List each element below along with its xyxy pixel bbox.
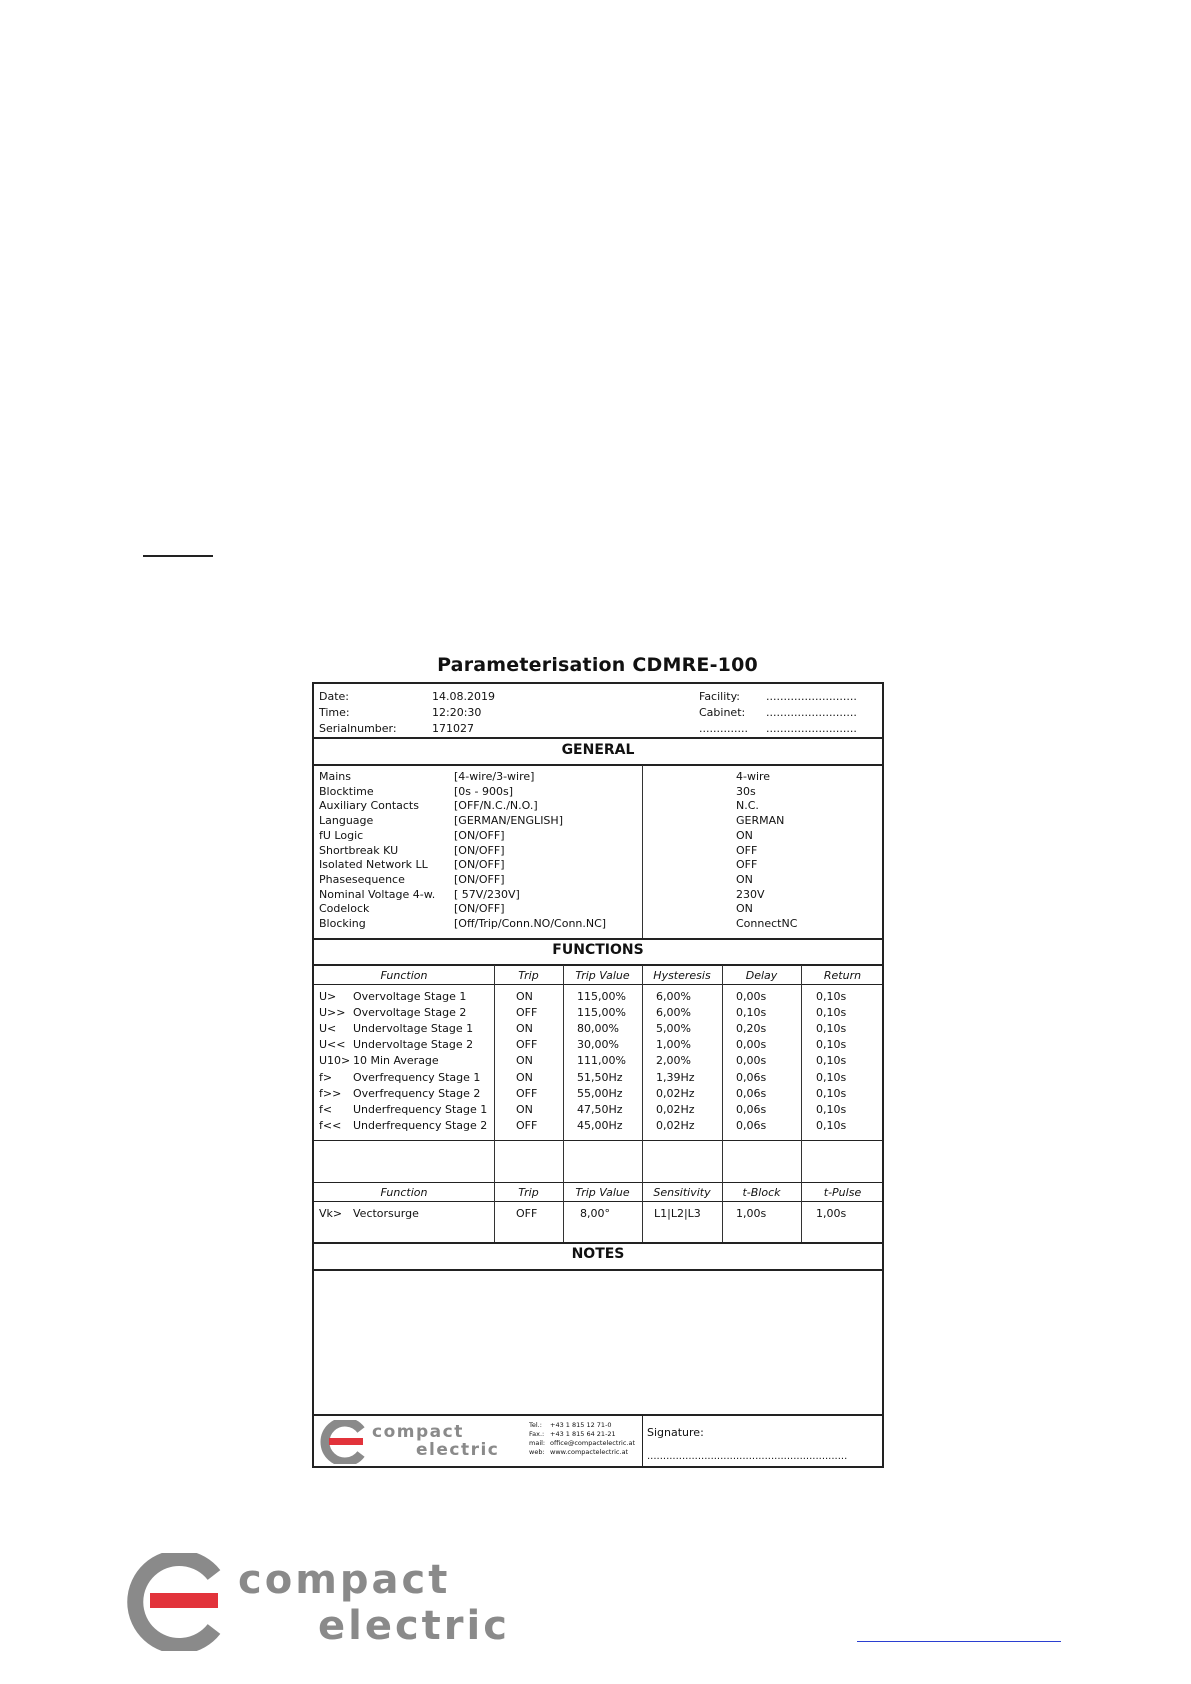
general-options: [ON/OFF] bbox=[454, 872, 505, 886]
vector-trip-value: 8,00° bbox=[580, 1207, 610, 1220]
extra-label: .............. bbox=[699, 722, 748, 735]
divider bbox=[314, 984, 882, 985]
general-name: Phasesequence bbox=[319, 872, 405, 886]
col2-function: Function bbox=[380, 1186, 428, 1199]
parameterisation-form bbox=[312, 682, 884, 1468]
general-options: [ 57V/230V] bbox=[454, 887, 520, 901]
function-trip: OFF bbox=[516, 1118, 538, 1132]
divider bbox=[314, 938, 882, 940]
date-value: 14.08.2019 bbox=[432, 690, 495, 703]
general-value: ON bbox=[736, 872, 753, 886]
serial-value: 171027 bbox=[432, 722, 474, 735]
general-options: [ON/OFF] bbox=[454, 828, 505, 842]
divider bbox=[314, 1414, 882, 1416]
function-trip-value: 55,00Hz bbox=[577, 1086, 623, 1100]
page-logo-word-compact: compact bbox=[238, 1557, 451, 1603]
function-name: Underfrequency Stage 2 bbox=[353, 1118, 488, 1132]
col-divider bbox=[494, 965, 495, 1243]
function-trip: ON bbox=[516, 1070, 533, 1084]
function-code: U< bbox=[319, 1022, 337, 1036]
col-function: Function bbox=[380, 969, 428, 982]
general-name: Nominal Voltage 4-w. bbox=[319, 887, 436, 901]
date-label: Date: bbox=[319, 690, 349, 703]
general-value: ON bbox=[736, 828, 753, 842]
cabinet-label: Cabinet: bbox=[699, 706, 746, 719]
function-code: U>> bbox=[319, 1006, 346, 1020]
vector-t-block: 1,00s bbox=[736, 1207, 767, 1220]
function-hysteresis: 1,39Hz bbox=[656, 1070, 695, 1084]
general-name: Blocktime bbox=[319, 784, 374, 798]
function-trip-value: 111,00% bbox=[577, 1054, 626, 1068]
function-delay: 0,06s bbox=[736, 1102, 767, 1116]
serial-label: Serialnumber: bbox=[319, 722, 397, 735]
function-delay: 0,06s bbox=[736, 1118, 767, 1132]
time-label: Time: bbox=[319, 706, 350, 719]
general-value: 4-wire bbox=[736, 770, 771, 783]
general-options: [ON/OFF] bbox=[454, 858, 505, 872]
function-name: Undervoltage Stage 1 bbox=[353, 1022, 474, 1036]
col2-trip: Trip bbox=[518, 1186, 539, 1199]
function-trip: ON bbox=[516, 1102, 533, 1116]
cabinet-value: .......................... bbox=[766, 706, 857, 719]
function-code: f<< bbox=[319, 1118, 342, 1132]
company-logo-icon bbox=[317, 1420, 369, 1464]
vector-code: Vk> bbox=[319, 1207, 343, 1220]
col-divider bbox=[722, 965, 723, 1243]
heading-underline bbox=[143, 555, 213, 557]
divider bbox=[314, 764, 882, 766]
function-return: 0,10s bbox=[816, 1038, 847, 1052]
general-divider bbox=[642, 765, 643, 939]
page-logo-word-electric: electric bbox=[318, 1603, 510, 1649]
function-return: 0,10s bbox=[816, 1070, 847, 1084]
general-options: [ON/OFF] bbox=[454, 902, 505, 916]
general-value: 230V bbox=[736, 887, 765, 901]
facility-value: .......................... bbox=[766, 690, 857, 703]
col-return: Return bbox=[823, 969, 862, 982]
function-name: Overvoltage Stage 2 bbox=[353, 1006, 467, 1020]
col-hysteresis: Hysteresis bbox=[653, 969, 711, 982]
function-return: 0,10s bbox=[816, 1022, 847, 1036]
function-trip: ON bbox=[516, 990, 533, 1003]
general-value: ConnectNC bbox=[736, 917, 798, 930]
time-value: 12:20:30 bbox=[432, 706, 482, 719]
col2-t-block: t-Block bbox=[742, 1186, 781, 1199]
function-name: Overfrequency Stage 2 bbox=[353, 1086, 481, 1100]
function-code: f< bbox=[319, 1102, 333, 1116]
general-options: [0s - 900s] bbox=[454, 784, 514, 798]
function-name: 10 Min Average bbox=[353, 1054, 439, 1068]
logo-word-electric: electric bbox=[416, 1440, 500, 1460]
page-logo bbox=[126, 1553, 546, 1653]
function-delay: 0,10s bbox=[736, 1006, 767, 1020]
contact-value: office@compactelectric.at bbox=[550, 1439, 636, 1447]
function-delay: 0,20s bbox=[736, 1022, 767, 1036]
divider bbox=[314, 737, 882, 739]
notes-heading: NOTES bbox=[571, 1246, 625, 1262]
function-delay: 0,00s bbox=[736, 990, 767, 1003]
general-value: ON bbox=[736, 902, 753, 916]
function-trip-value: 51,50Hz bbox=[577, 1070, 623, 1084]
function-return: 0,10s bbox=[816, 990, 847, 1003]
function-hysteresis: 5,00% bbox=[656, 1022, 691, 1036]
function-code: f>> bbox=[319, 1086, 342, 1100]
col2-t-pulse: t-Pulse bbox=[823, 1186, 862, 1199]
general-name: Codelock bbox=[319, 902, 370, 916]
function-hysteresis: 2,00% bbox=[656, 1054, 691, 1068]
function-trip: ON bbox=[516, 1022, 533, 1036]
function-code: U10> bbox=[319, 1054, 351, 1068]
function-delay: 0,00s bbox=[736, 1038, 767, 1052]
vector-name: Vectorsurge bbox=[353, 1207, 419, 1220]
function-hysteresis: 0,02Hz bbox=[656, 1102, 695, 1116]
col-divider bbox=[563, 965, 564, 1243]
function-hysteresis: 1,00% bbox=[656, 1038, 691, 1052]
extra-value: .......................... bbox=[766, 722, 857, 735]
function-trip-value: 45,00Hz bbox=[577, 1118, 623, 1132]
function-name: Overfrequency Stage 1 bbox=[353, 1070, 481, 1084]
divider bbox=[314, 964, 882, 966]
general-name: Isolated Network LL bbox=[319, 858, 428, 872]
col2-trip-value: Trip Value bbox=[575, 1186, 630, 1199]
function-trip: OFF bbox=[516, 1006, 538, 1020]
function-return: 0,10s bbox=[816, 1054, 847, 1068]
link-underline[interactable] bbox=[857, 1641, 1061, 1642]
function-code: U<< bbox=[319, 1038, 346, 1052]
col-trip-value: Trip Value bbox=[575, 969, 630, 982]
contact-label: Fax.: bbox=[529, 1430, 545, 1438]
contact-value: www.compactelectric.at bbox=[550, 1448, 629, 1456]
function-code: U> bbox=[319, 990, 337, 1003]
function-trip: OFF bbox=[516, 1038, 538, 1052]
col-divider bbox=[801, 965, 802, 1243]
function-delay: 0,06s bbox=[736, 1086, 767, 1100]
general-options: [ON/OFF] bbox=[454, 843, 505, 857]
function-name: Undervoltage Stage 2 bbox=[353, 1038, 474, 1052]
vector-trip: OFF bbox=[516, 1207, 538, 1220]
vector-t-pulse: 1,00s bbox=[816, 1207, 847, 1220]
divider bbox=[314, 1182, 882, 1183]
general-name: Language bbox=[319, 814, 374, 828]
function-return: 0,10s bbox=[816, 1086, 847, 1100]
general-options: [GERMAN/ENGLISH] bbox=[454, 814, 563, 828]
function-return: 0,10s bbox=[816, 1118, 847, 1132]
signature-label: Signature: bbox=[647, 1426, 704, 1439]
function-trip: OFF bbox=[516, 1086, 538, 1100]
function-hysteresis: 0,02Hz bbox=[656, 1086, 695, 1100]
contact-label: web: bbox=[529, 1448, 545, 1456]
function-name: Overvoltage Stage 1 bbox=[353, 990, 467, 1003]
function-delay: 0,00s bbox=[736, 1054, 767, 1068]
function-trip-value: 47,50Hz bbox=[577, 1102, 623, 1116]
logo-word-compact: compact bbox=[372, 1422, 464, 1442]
col-trip: Trip bbox=[518, 969, 539, 982]
general-heading: GENERAL bbox=[561, 742, 635, 758]
function-name: Underfrequency Stage 1 bbox=[353, 1102, 488, 1116]
general-name: Blocking bbox=[319, 917, 366, 930]
divider bbox=[314, 1201, 882, 1202]
function-hysteresis: 6,00% bbox=[656, 990, 691, 1003]
general-name: Mains bbox=[319, 770, 351, 783]
general-value: GERMAN bbox=[736, 814, 785, 828]
general-value: N.C. bbox=[736, 799, 759, 813]
function-return: 0,10s bbox=[816, 1102, 847, 1116]
function-code: f> bbox=[319, 1070, 333, 1084]
divider bbox=[314, 1242, 882, 1244]
general-value: 30s bbox=[736, 784, 756, 798]
contact-label: Tel.: bbox=[529, 1421, 542, 1429]
col2-sensitivity: Sensitivity bbox=[653, 1186, 711, 1199]
function-trip-value: 30,00% bbox=[577, 1038, 619, 1052]
general-value: OFF bbox=[736, 843, 758, 857]
facility-label: Facility: bbox=[699, 690, 741, 703]
function-trip: ON bbox=[516, 1054, 533, 1068]
signature-line: ............................................................... bbox=[647, 1451, 848, 1462]
page-logo-icon bbox=[126, 1553, 226, 1651]
contact-value: +43 1 815 12 71-0 bbox=[550, 1421, 612, 1429]
contact-label: mail: bbox=[529, 1439, 546, 1447]
function-delay: 0,06s bbox=[736, 1070, 767, 1084]
contact-value: +43 1 815 64 21-21 bbox=[550, 1430, 616, 1438]
general-options: [4-wire/3-wire] bbox=[454, 770, 535, 783]
general-value: OFF bbox=[736, 858, 758, 872]
function-trip-value: 115,00% bbox=[577, 990, 626, 1003]
general-options: [Off/Trip/Conn.NO/Conn.NC] bbox=[454, 917, 607, 930]
functions-heading: FUNCTIONS bbox=[552, 942, 644, 958]
col-delay: Delay bbox=[745, 969, 778, 982]
general-name: Auxiliary Contacts bbox=[319, 799, 419, 813]
function-trip-value: 115,00% bbox=[577, 1006, 626, 1020]
col-divider bbox=[642, 965, 643, 1243]
form-title: Parameterisation CDMRE-100 bbox=[437, 654, 758, 676]
general-name: fU Logic bbox=[319, 828, 364, 842]
function-return: 0,10s bbox=[816, 1006, 847, 1020]
general-options: [OFF/N.C./N.O.] bbox=[454, 799, 538, 813]
divider bbox=[314, 1269, 882, 1271]
vector-sensitivity: L1|L2|L3 bbox=[654, 1207, 701, 1220]
function-trip-value: 80,00% bbox=[577, 1022, 619, 1036]
divider bbox=[314, 1140, 882, 1141]
footer-divider bbox=[642, 1415, 643, 1468]
general-name: Shortbreak KU bbox=[319, 843, 399, 857]
function-hysteresis: 6,00% bbox=[656, 1006, 691, 1020]
function-hysteresis: 0,02Hz bbox=[656, 1118, 695, 1132]
